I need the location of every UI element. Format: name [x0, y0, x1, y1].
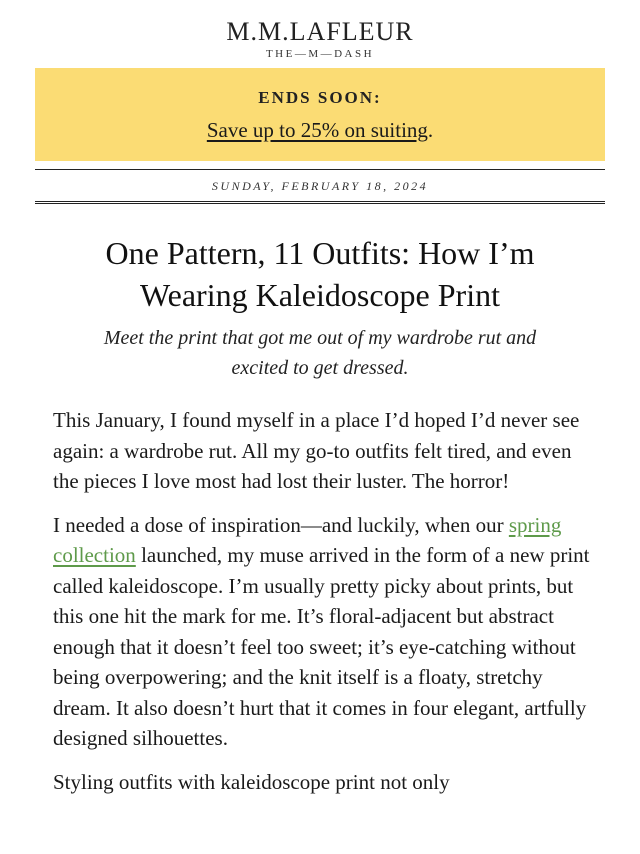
date-bar — [35, 169, 605, 204]
promo-period: . — [427, 118, 434, 142]
brand-header — [0, 0, 640, 60]
article-body — [53, 405, 593, 810]
paragraph-2-lead: I needed a dose of inspiration—and luckily, when our — [53, 512, 509, 537]
promo-banner — [35, 68, 605, 161]
article-title: One Pattern, 11 Outfits: How I’m Wearing Kaleidoscope Print — [105, 235, 535, 313]
article-dek: Meet the print that got me out of my wardrobe rut and excited to get dressed. — [103, 327, 537, 379]
spring-collection-link[interactable]: spring collection — [53, 512, 562, 567]
promo-link[interactable]: Save up to 25% on suiting — [206, 118, 428, 142]
paragraph-1: This January, I found myself in a place I’d hoped I’d never see again: a wardrobe rut. All my go-to outfits felt tired, and even the pieces I love most had lost their luster. The horror! — [53, 408, 580, 493]
paragraph-2 — [53, 510, 593, 754]
issue-date: SUNDAY, FEBRUARY 18, 2024 — [211, 179, 429, 193]
brand-logo[interactable]: M.M.LAFLEUR — [226, 17, 414, 46]
promo-kicker: ENDS SOON: — [258, 88, 382, 107]
brand-subtitle: THE—M—DASH — [265, 48, 375, 60]
paragraph-3: Styling outfits with kaleidoscope print not only — [53, 769, 450, 794]
paragraph-2-rest: launched, my muse arrived in the form of a new print called kaleidoscope. I’m usually pretty picky about prints, but this one hit the mark for me. It’s floral-adjacent but abstract enough that it doesn’t feel too sweet; it’s eye-catching without being overpowering; and the knit itself is a floaty, stretchy dream. It also doesn’t hurt that it comes in four elegant, artfully designed silhouettes. — [53, 543, 590, 750]
promo-line — [35, 118, 605, 143]
